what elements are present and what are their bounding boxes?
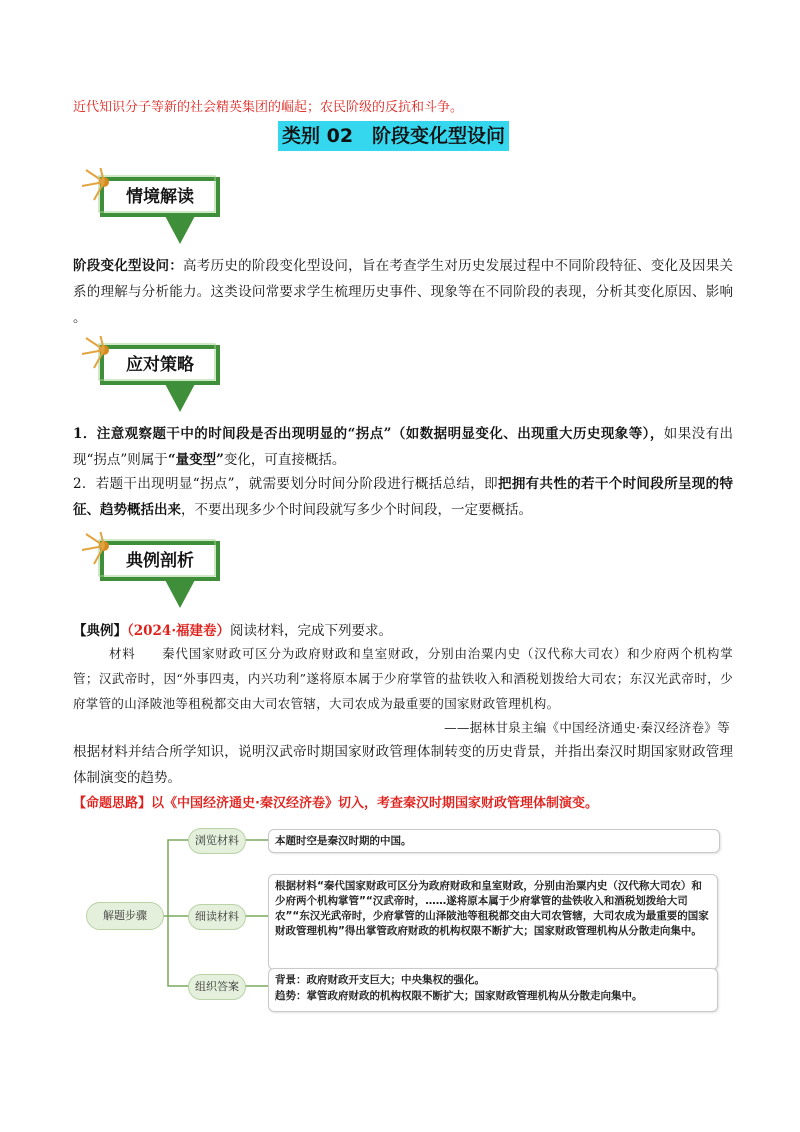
badge-strategy xyxy=(76,336,236,416)
intro-term: 阶段变化型设问： xyxy=(73,258,184,274)
example-citation: ——据林甘泉主编《中国经济通史·秦汉经济卷》等 xyxy=(444,720,730,735)
intro-body: 高考历史的阶段变化型设问，旨在考查学生对历史发展过程中不同阶段特征、变化及因果关系的理解与分析能力。这类设问常要求学生梳理历史事件、现象等在不同阶段的表现，分析其变化原因、影响 。 xyxy=(73,258,734,326)
step-read-label: 细读材料 xyxy=(188,904,246,930)
strategy-point-1 xyxy=(73,421,733,473)
example-source: （2024·福建卷） xyxy=(127,623,231,639)
example-tag: 【典例】 xyxy=(73,623,127,639)
step-answer-background: 背景：政府财政开支巨大；中央集权的强化。 xyxy=(275,974,485,986)
step-answer-text xyxy=(268,968,718,1012)
steps-root: 解题步骤 xyxy=(86,902,164,930)
badge-example xyxy=(76,532,236,612)
example-instruction: 阅读材料，完成下列要求。 xyxy=(230,623,393,639)
strategy-p1-text: 如果没有出现“拐点”则属于 xyxy=(73,426,733,468)
step-browse-text: 本题时空是秦汉时期的中国。 xyxy=(268,829,720,853)
example-question: 根据材料并结合所学知识，说明汉武帝时期国家财政管理体制转变的历史背景，并指出秦汉时期国家财政管理体制演变的趋势。 xyxy=(73,744,733,786)
strategy-p1-bold: 1．注意观察题干中的时间段是否出现明显的“拐点”（如数据明显变化、出现重大历史现象等）， xyxy=(73,426,664,442)
strategy-p2-bold: 把拥有共性的若干个时间段所呈现的特征、趋势概括出来 xyxy=(73,476,733,518)
intro-paragraph xyxy=(73,253,733,331)
example-thinking: 【命题思路】以《中国经济通史·秦汉经济卷》切入，考查秦汉时期国家财政管理体制演变。 xyxy=(73,796,598,811)
step-answer-trend: 趋势：掌管政府财政的机构权限不断扩大；国家财政管理机构从分散走向集中。 xyxy=(275,990,643,1002)
step-answer-label: 组织答案 xyxy=(188,974,246,1000)
badge-situation xyxy=(76,168,236,248)
step-browse-label: 浏览材料 xyxy=(188,828,246,854)
strategy-point-2 xyxy=(73,471,733,523)
example-material: 材料 秦代国家财政可区分为政府财政和皇室财政，分别由治粟内史（汉代称大司农）和少府两个机构掌管；汉武帝时，因“外事四夷，内兴功利”遂将原本属于少府掌管的盐铁收入和酒税划拨给大司农；东汉光武帝时，少府掌管的山泽陂池等租税都交由大司农管辖，大司农成为最重要的国家财政管理机构。 xyxy=(73,646,733,711)
strategy-p1-term: “量变型” xyxy=(167,452,224,468)
strategy-p2-end: ，不要出现多少个时间段就写多少个时间段，一定要概括。 xyxy=(181,502,532,518)
top-line: 近代知识分子等新的社会精英集团的崛起；农民阶级的反抗和斗争。 xyxy=(73,100,464,115)
strategy-p2-text: 2．若题干出现明显“拐点”，就需要划分时间分阶段进行概括总结，即 xyxy=(73,476,498,492)
strategy-p1-end: 变化，可直接概括。 xyxy=(223,452,346,468)
category-title: 类别 02 阶段变化型设问 xyxy=(278,121,509,151)
step-read-text: 根据材料“秦代国家财政可区分为政府财政和皇室财政，分别由治粟内史（汉代称大司农）和少府两个机构掌管”“汉武帝时，……遂将原本属于少府掌管的盐铁收入和酒税划拨给大司农”“东汉光武帝时，少府掌管的山泽陂池等租税都交由大司农管辖，大司农成为最重要的国家财政管理机构”得出掌管政府财政的机构权限不断扩大；国家财政管理机构从分散走向集中。 xyxy=(268,874,718,970)
badge-label: 典例剖析 xyxy=(126,551,194,571)
badge-label: 应对策略 xyxy=(126,355,194,375)
badge-label: 情境解读 xyxy=(126,187,194,207)
